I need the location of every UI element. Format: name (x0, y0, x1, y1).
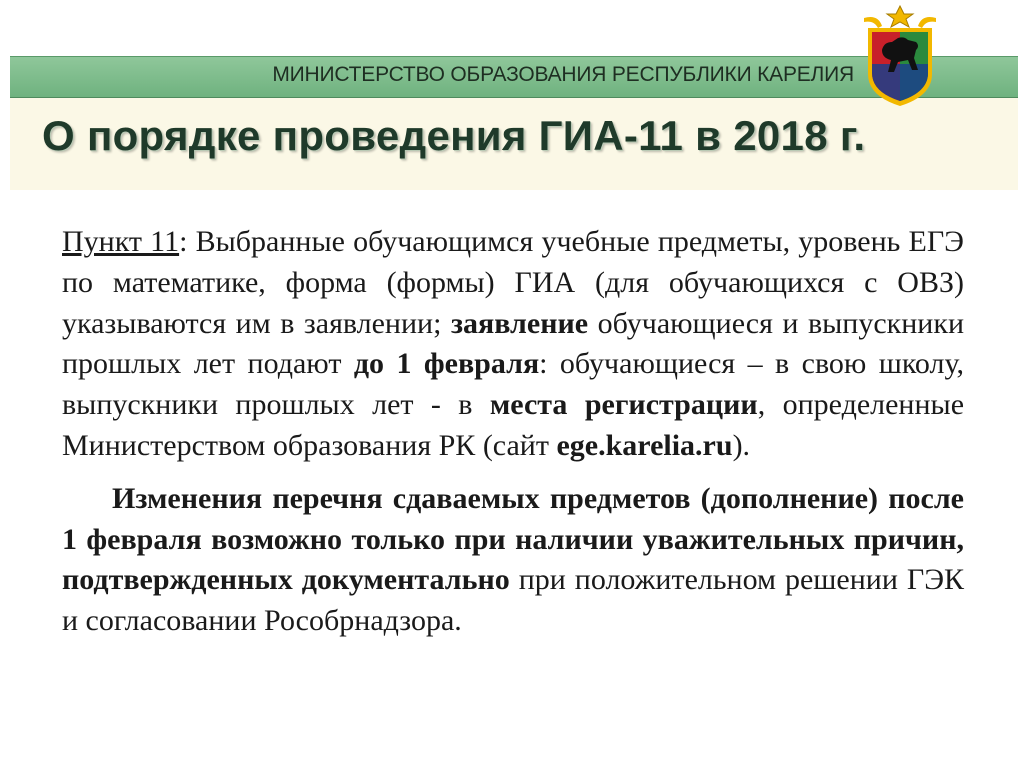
bold-text-run: до 1 февраля (353, 347, 540, 381)
bold-text-run: заявление (450, 306, 589, 340)
content (62, 222, 964, 642)
text-run: , определенные Министерством образования РК (сайт (62, 388, 965, 462)
paragraph-rule-11 (62, 222, 964, 467)
paragraph-changes (62, 479, 964, 642)
text-run: при положительном решении ГЭК и согласовании Рособрнадзора. (62, 563, 965, 638)
text-run: : обучающиеся – в свою школу, выпускники прошлых лет - в (62, 347, 964, 422)
text-run: обучающиеся и выпускники прошлых лет подают (62, 306, 964, 381)
bold-text-run: места регистрации (489, 388, 758, 422)
bold-text-run: Изменения перечня сдаваемых предметов (дополнение) после 1 февраля возможно только при наличии уважительных причин, подтвержденных документально (62, 481, 964, 597)
ministry-name: МИНИСТЕРСТВО ОБРАЗОВАНИЯ РЕСПУБЛИКИ КАРЕЛИЯ (272, 63, 854, 86)
text-run: : Выбранные обучающимся учебные предметы, уровень ЕГЭ по математике, форма (формы) ГИА (для обучающихся с ОВЗ) указываются им в заявлении; (62, 225, 964, 340)
rule-reference: Пункт 11 (62, 225, 180, 258)
karelia-coat-of-arms-icon (858, 4, 942, 108)
text-run: ). (732, 428, 751, 462)
website-text: ege.karelia.ru (556, 428, 733, 462)
page-title: О порядке проведения ГИА-11 в 2018 г. (42, 112, 866, 159)
title-band (10, 98, 1018, 190)
